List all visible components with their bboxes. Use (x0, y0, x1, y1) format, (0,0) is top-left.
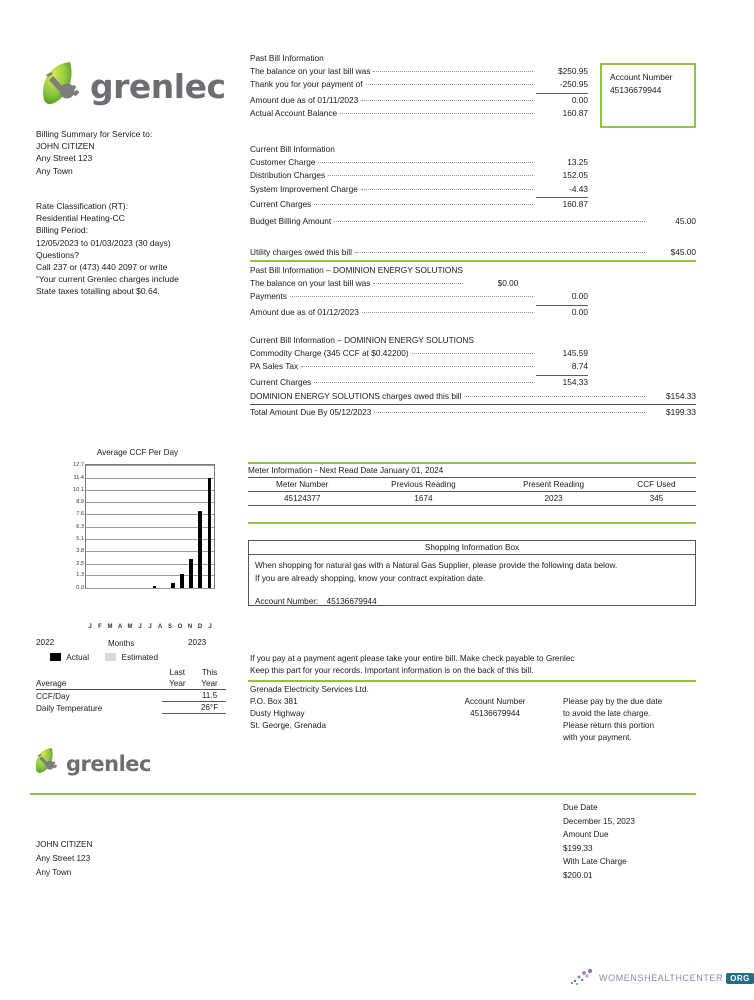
chart-bar (171, 583, 175, 588)
chart-gridline (86, 514, 214, 515)
meter-table (248, 478, 696, 506)
past-bill-section (250, 52, 588, 121)
chart-year-left: 2022 (36, 638, 55, 647)
remit-address-1: P.O. Box 381 (250, 697, 298, 706)
supplier-past-heading: Past Bill Information – DOMINION ENERGY SOLUTIONS (250, 265, 463, 275)
utility-total-amount: $45.00 (670, 247, 696, 257)
chart-x-axis-title: Months (108, 639, 135, 648)
meter-col-previous: Previous Reading (356, 478, 490, 492)
charge-row (250, 277, 588, 290)
watermark-logo (570, 968, 754, 988)
row-header-average: Average (36, 678, 162, 690)
supplier-owed-label: DOMINION ENERGY SOLUTIONS charges owed this bill (250, 391, 462, 401)
stub-address-1: Any Street 123 (36, 854, 91, 863)
avg-row-label: Daily Temperature (36, 703, 103, 713)
chart-x-tick-label: S (167, 624, 172, 630)
chart-y-tick-label: 10.1 (73, 487, 84, 494)
chart-x-tick-label: M (127, 624, 133, 630)
chart-plot (73, 462, 215, 591)
utility-total-label: Utility charges owed this bill (250, 247, 352, 257)
meter-col-present: Present Reading (490, 478, 616, 492)
charge-label: Actual Account Balance (250, 108, 338, 119)
charge-row (250, 376, 588, 389)
table-header-row (36, 678, 226, 690)
charge-amount: 13.25 (567, 157, 588, 167)
contact-line: Call 237 or (473) 440 2097 or write (36, 262, 168, 273)
charge-label: Customer Charge (250, 157, 316, 167)
avg-row-label: CCF/Day (36, 691, 70, 701)
chart-x-tick-label: J (148, 624, 152, 630)
legend-swatch-estimated (105, 653, 116, 661)
chart-gridline (86, 465, 214, 466)
amount-due-value: $199.33 (563, 843, 593, 853)
charge-row (250, 347, 588, 360)
brand-name: grenlec (66, 751, 151, 776)
chart-y-tick-label: 12.7 (73, 462, 84, 468)
chart-gridline (86, 564, 214, 565)
charge-row (250, 183, 588, 198)
chart-bar (180, 574, 184, 588)
chart-gridline (86, 502, 214, 503)
supplier-owed-row (250, 390, 696, 403)
avg-row-last (162, 690, 193, 702)
charge-amount: 152.05 (562, 170, 588, 181)
meter-value-previous: 1674 (356, 492, 490, 506)
charge-row (250, 65, 588, 78)
remit-address-3: St. George, Grenada (250, 721, 327, 730)
col-last-top: Last (169, 668, 186, 677)
amount-due-label: Amount Due (563, 830, 609, 840)
chart-bar (208, 478, 212, 588)
watermark-badge: ORG (726, 973, 754, 984)
total-due-label: Total Amount Due By 05/12/2023 (250, 407, 372, 417)
chart-y-tick-label: 0.0 (76, 585, 84, 591)
chart-gridline (86, 551, 214, 552)
brand-name: grenlec (90, 67, 226, 106)
chart-x-tick-label: F (98, 624, 102, 630)
chart-x-tick-label: M (107, 624, 113, 630)
charge-label: The balance on your last bill was (250, 66, 371, 76)
avg-row-this: 26°F (193, 702, 226, 714)
leader-dots (374, 412, 645, 413)
leader-dots (464, 396, 645, 397)
leader-dots (412, 353, 533, 354)
rate-classification-value: Residential Heating-CC (36, 213, 125, 224)
charge-label: The balance on your last bill was (250, 278, 371, 288)
leader-dots (290, 296, 533, 297)
charge-label: Current Charges (250, 376, 312, 387)
supplier-past-bill-section (250, 264, 588, 319)
chart-gridline (86, 588, 214, 589)
charge-row (250, 169, 588, 182)
remit-account-value: 45136679944 (469, 709, 521, 718)
stub-address-2: Any Town (36, 868, 72, 877)
tax-note-line-1: “Your current Grenlec charges include (36, 274, 179, 285)
charge-amount: 154.33 (562, 376, 588, 387)
rate-classification-label: Rate Classification (RT): (36, 201, 128, 211)
chart-x-axis-labels (85, 624, 215, 630)
chart-gridline (86, 478, 214, 479)
charge-amount: -4.43 (536, 183, 588, 198)
questions-label: Questions? (36, 249, 79, 260)
average-table (36, 667, 226, 714)
service-details-block (36, 200, 241, 298)
utility-total-row (250, 246, 696, 259)
charge-row (250, 198, 588, 211)
charge-label: System Improvement Charge (250, 183, 358, 194)
legend-label-actual: Actual (66, 653, 90, 662)
charge-amount: -250.95 (536, 78, 588, 93)
chart-bar (198, 511, 202, 588)
charge-amount: $0.00 (497, 278, 519, 288)
shopping-box-line-1: When shopping for natural gas with a Natural Gas Supplier, please provide the following data below. (255, 561, 618, 570)
charge-row (250, 360, 588, 375)
meter-heading: Meter Information - Next Read Date January 01, 2024 (248, 466, 696, 478)
leader-dots (362, 312, 533, 313)
tax-note-line-2: State taxes totalling about $0.64. (36, 286, 160, 297)
chart-x-tick-label: A (117, 624, 123, 630)
legend-swatch-actual (50, 653, 61, 661)
charge-amount: 0.00 (536, 290, 588, 305)
green-divider (248, 522, 696, 524)
meter-col-number: Meter Number (248, 478, 356, 492)
shopping-box-line-2: If you are already shopping, know your contract expiration date. (255, 574, 486, 583)
charge-row (250, 290, 588, 305)
shopping-account-value: 45136679944 (326, 597, 377, 606)
chart-y-tick-label: 5.1 (76, 535, 84, 542)
green-divider (248, 462, 696, 464)
leader-dots (366, 84, 533, 85)
customer-address-2: Any Town (36, 165, 73, 176)
leader-dots (314, 382, 533, 383)
chart-x-tick-label: J (138, 624, 142, 630)
account-number-label: Account Number (610, 72, 673, 82)
chart-x-tick-label: J (88, 624, 92, 630)
chart-x-tick-label: N (187, 624, 193, 630)
charge-label: Commodity Charge (345 CCF at $0.42200) (250, 348, 409, 358)
chart-x-tick-label: J (208, 624, 212, 630)
past-bill-heading: Past Bill Information (250, 53, 324, 63)
leader-dots (340, 113, 533, 114)
chart-legend (50, 653, 158, 662)
chart-x-tick-label: D (197, 624, 203, 630)
stub-amounts (563, 801, 703, 883)
meter-value-number: 45124377 (248, 492, 356, 506)
chart-gridline (86, 527, 214, 528)
charge-row (250, 78, 588, 93)
table-header-row (248, 478, 696, 492)
shopping-account-label: Account Number: (255, 597, 319, 606)
shopping-information-box (248, 540, 696, 606)
account-number-value: 45136679944 (610, 85, 662, 95)
avg-row-this: 11.5 (193, 690, 226, 702)
leaf-plug-icon (40, 60, 84, 113)
avg-row-last (162, 702, 193, 714)
charge-label: Amount due as of 01/12/2023 (250, 306, 359, 317)
chart-year-right: 2023 (188, 638, 207, 647)
charge-row (250, 94, 588, 107)
due-date-label: Due Date (563, 803, 598, 812)
leader-dots (355, 252, 645, 253)
chart-x-tick-label: A (157, 624, 163, 630)
billing-period-value: 12/05/2023 to 01/03/2023 (30 days) (36, 237, 171, 248)
charge-label: Current Charges (250, 199, 312, 210)
payment-notice-line-1: If you pay at a payment agent please take your entire bill. Make check payable to Grenlec (250, 654, 575, 663)
charge-amount: 160.87 (562, 199, 588, 210)
billing-summary-heading: Billing Summary for Service to: (36, 129, 153, 139)
grenlec-logo-header (40, 60, 226, 113)
leader-dots (334, 221, 645, 222)
stub-customer (36, 838, 216, 880)
payment-notice (250, 653, 696, 677)
green-divider (248, 680, 696, 682)
remit-account-label: Account Number (464, 697, 526, 706)
chart-y-tick-label: 11.4 (73, 474, 84, 481)
late-charge-value: $200.01 (563, 870, 593, 880)
charge-amount: 0.00 (571, 306, 588, 317)
green-divider (30, 793, 696, 795)
current-bill-heading: Current Bill Information (250, 144, 335, 154)
legend-label-estimated: Estimated (121, 653, 159, 662)
chart-y-tick-label: 2.5 (76, 560, 84, 567)
budget-billing-label: Budget Billing Amount (250, 216, 332, 226)
chart-x-tick-label: O (177, 624, 183, 630)
leader-dots (373, 71, 533, 72)
charge-amount: 0.00 (571, 94, 588, 105)
due-date-value: December 15, 2023 (563, 816, 635, 826)
meter-col-ccf: CCF Used (617, 478, 696, 492)
leader-dots (318, 162, 533, 163)
chart-y-tick-label: 8.9 (76, 498, 84, 505)
chart-gridline (86, 539, 214, 540)
watermark-text: WOMENSHEALTHCENTER (599, 973, 724, 983)
account-number-box (600, 63, 696, 128)
late-charge-label: With Late Charge (563, 857, 627, 867)
chart-y-tick-label: 3.8 (76, 548, 84, 555)
leaf-plug-icon (34, 746, 60, 781)
supplier-owed-amount: $154.33 (666, 391, 696, 401)
table-header-row (36, 667, 226, 678)
stub-customer-name: JOHN CITIZEN (36, 840, 93, 849)
leader-dots (301, 366, 533, 367)
shopping-box-title: Shopping Information Box (249, 541, 695, 555)
dots-icon (570, 968, 596, 988)
chart-title: Average CCF Per Day (96, 448, 179, 457)
charge-amount: 160.87 (562, 108, 588, 119)
charge-amount: 8.74 (536, 360, 588, 375)
chart-y-tick-label: 7.6 (76, 511, 84, 518)
chart-bar (189, 559, 193, 588)
remit-note-2: to avoid the late charge. (563, 709, 651, 718)
supplier-current-heading: Current Bill Information – DOMINION ENERGY SOLUTIONS (250, 335, 474, 345)
remit-note (563, 696, 703, 744)
charge-label: Amount due as of 01/11/2023 (250, 94, 359, 105)
usage-chart (30, 448, 245, 457)
customer-address-1: Any Street 123 (36, 153, 93, 164)
col-last-bottom: Year (162, 678, 193, 690)
payment-notice-line-2: Keep this part for your records. Important information is on the back of this bill. (250, 666, 534, 675)
chart-gridline (86, 490, 214, 491)
charge-label: PA Sales Tax (250, 361, 299, 372)
green-divider (250, 260, 696, 262)
remit-address (250, 684, 430, 732)
col-this-top: This (201, 668, 218, 677)
col-this-bottom: Year (193, 678, 226, 690)
leader-dots (361, 189, 533, 190)
chart-gridline (86, 575, 214, 576)
remit-account (435, 696, 555, 720)
meter-section (248, 466, 696, 506)
table-row (248, 492, 696, 506)
total-divider (250, 404, 696, 405)
chart-bar (153, 586, 157, 588)
leader-dots (361, 100, 533, 101)
budget-billing-row (250, 215, 696, 228)
customer-name: JOHN CITIZEN (36, 141, 95, 152)
charge-label: Payments (250, 291, 287, 302)
charge-label: Distribution Charges (250, 170, 326, 181)
grenlec-logo-footer (34, 746, 151, 781)
table-row (36, 702, 226, 714)
charge-row (250, 306, 588, 319)
supplier-current-bill-section (250, 334, 588, 389)
leader-dots (314, 204, 533, 205)
chart-y-tick-label: 6.3 (76, 523, 84, 530)
charge-amount: $250.95 (558, 66, 588, 76)
remit-note-1: Please pay by the due date (563, 697, 663, 706)
current-bill-section (250, 143, 588, 212)
charge-row (250, 107, 588, 120)
charge-amount: 145.59 (562, 348, 588, 358)
table-row (36, 690, 226, 702)
meter-value-ccf: 345 (617, 492, 696, 506)
meter-value-present: 2023 (490, 492, 616, 506)
customer-block (36, 128, 236, 177)
chart-plot-area (30, 460, 245, 605)
remit-address-2: Dusty Highway (250, 709, 305, 718)
remit-company: Grenada Electricity Services Ltd. (250, 685, 369, 694)
remit-note-3: Please return this portion (563, 721, 655, 730)
charge-row (250, 156, 588, 169)
leader-dots (373, 283, 463, 284)
leader-dots (328, 175, 533, 176)
total-amount-due-row (250, 406, 696, 419)
remit-note-4: with your payment. (563, 733, 632, 742)
charge-label: Thank you for your payment of (250, 79, 363, 90)
total-due-amount: $199.33 (666, 407, 696, 417)
budget-billing-amount: 45.00 (675, 216, 696, 226)
chart-y-tick-label: 1.3 (76, 572, 84, 579)
billing-period-label: Billing Period: (36, 225, 88, 236)
